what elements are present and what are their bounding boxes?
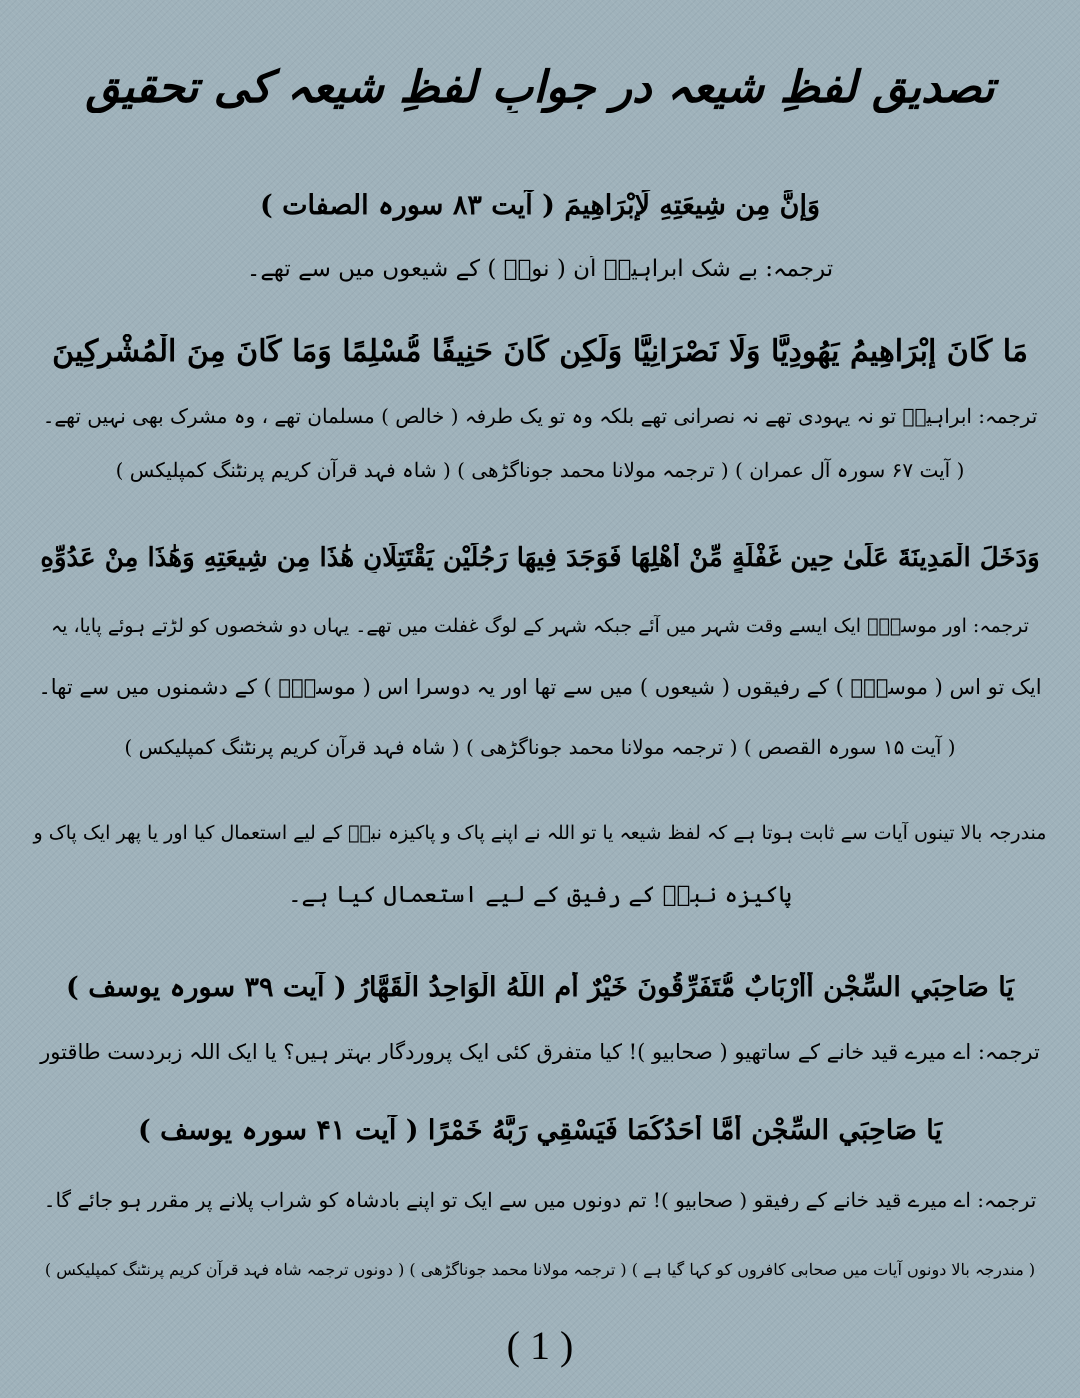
verse-2-reference: ( آیت ۶۷ سورہ آلِ عمران ) ( ترجمہ مولانا محمد جوناگڑھی ) ( شاہ فہد قرآن کریم پرنٹنگ کمپلیکس ) [115, 458, 965, 482]
page-title: تصدیق لفظِ شیعہ در جوابِ لفظِ شیعہ کی تحقیق [85, 62, 995, 113]
page-number: ( 1 ) [506, 1323, 574, 1368]
verse-3-reference: ( آیت ۱۵ سورہ القصص ) ( ترجمہ مولانا محمد جوناگڑھی ) ( شاہ فہد قرآن کریم پرنٹنگ کمپلیکس ) [124, 735, 956, 759]
verse-2-translation: ترجمہ: ابراہیمؑ تو نہ یہودی تھے نہ نصرانی تھے بلکہ وہ تو یک طرفہ ( خالص ) مسلمان تھے ، وہ مشرک بھی نہیں تھے۔ [42, 404, 1038, 428]
verse-3-translation-line-1: ترجمہ: اور موسیٰؑ ایک ایسے وقت شہر میں آئے جبکہ شہر کے لوگ غفلت میں تھے۔ یہاں دو شخصوں کو لڑتے ہوئے پایا، یہ [51, 615, 1029, 637]
verse-3-arabic: وَدَخَلَ الْمَدِينَةَ عَلَىٰ حِينِ غَفْلَةٍ مِّنْ أَهْلِهَا فَوَجَدَ فِيهَا رَجُلَيْنِ يَقْتَتِلَانِ هَٰذَا مِن شِيعَتِهِ وَهَٰذَا مِنْ عَدُوِّهِ [40, 543, 1040, 573]
verse-5-translation: ترجمہ: اے میرے قید خانے کے رفیقو ( صحابیو )! تم دونوں میں سے ایک تو اپنے بادشاہ کو شراب پلانے پر مقرر ہو جائے گا۔ [43, 1188, 1037, 1212]
verse-3-translation-line-2: ایک تو اس ( موسیٰؑ ) کے رفیقوں ( شیعوں ) میں سے تھا اور یہ دوسرا اس ( موسیٰؑ ) کے دشمنوں میں سے تھا۔ [38, 675, 1042, 699]
verse-5-arabic: يَا صَاحِبَيِ السِّجْنِ أَمَّا أَحَدُكُمَا فَيَسْقِي رَبَّهُ خَمْرًا ( آیت ۴۱ سورہ یوسف ) [137, 1115, 943, 1146]
verse-4-arabic: يَا صَاحِبَيِ السِّجْنِ أَأَرْبَابٌ مُّتَفَرِّقُونَ خَيْرٌ أَمِ اللَّهُ الْوَاحِدُ الْقَهَّارُ ( آیت ۳۹ سورہ یوسف ) [66, 972, 1014, 1003]
conclusion-line-1: مندرجہ بالا تینوں آیات سے ثابت ہوتا ہے کہ لفظ شیعہ یا تو اللہ نے اپنے پاک و پاکیزہ نبیؑ کے لیے استعمال کیا اور یا پھر ایک پاک و [33, 822, 1047, 844]
verse-4-translation: ترجمہ: اے میرے قید خانے کے ساتھیو ( صحابیو )! کیا متفرق کئی ایک پروردگار بہتر ہیں؟ یا ایک اللہ زبردست طاقتور [40, 1040, 1040, 1064]
footnote: ( مندرجہ بالا دونوں آیات میں صحابی کافروں کو کہا گیا ہے ) ( ترجمہ مولانا محمد جوناگڑھی ) ( دونوں ترجمہ شاہ فہد قرآن کریم پرنٹنگ کمپلیکس ) [44, 1260, 1036, 1279]
conclusion-line-2: پاکیزہ نبیؑ کے رفیق کے لیے استعمال کیا ہے۔ [288, 882, 792, 908]
verse-2-arabic: مَا كَانَ إِبْرَاهِيمُ يَهُودِيًّا وَلَا نَصْرَانِيًّا وَلَكِن كَانَ حَنِيفًا مُّسْلِمًا وَمَا كَانَ مِنَ الْمُشْرِكِينَ [52, 334, 1028, 369]
verse-1-arabic: وَإِنَّ مِن شِيعَتِهِ لَإِبْرَاهِيمَ ( آیت ۸۳ سورہ الصفات ) [259, 190, 821, 221]
verse-1-translation: ترجمہ: بے شک ابراہیمؑ اُن ( نوحؑ ) کے شیعوں میں سے تھے۔ [246, 256, 834, 282]
